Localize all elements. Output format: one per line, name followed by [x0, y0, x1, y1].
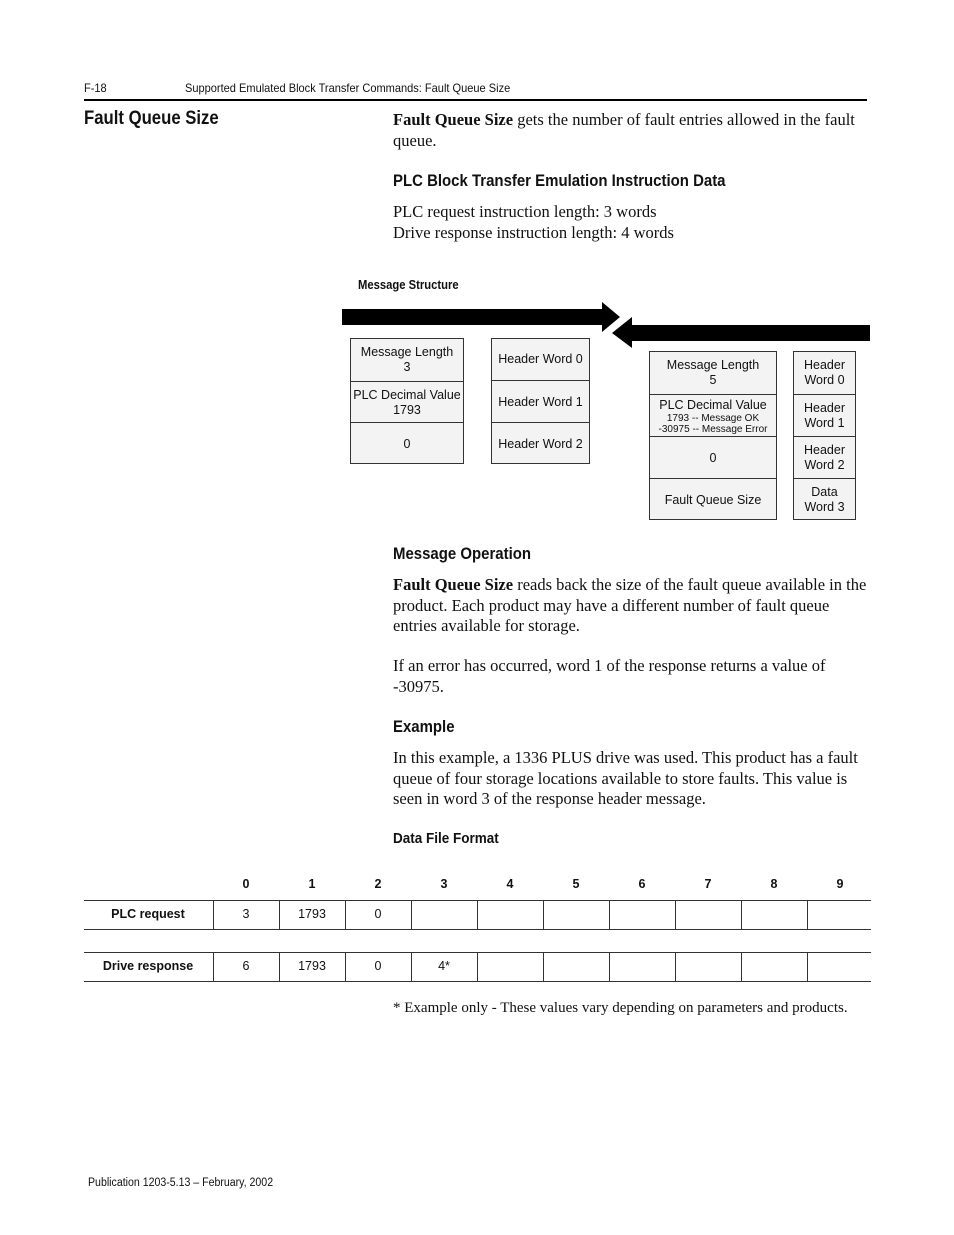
table-cell: 6	[242, 959, 250, 973]
response-arrow	[612, 317, 870, 348]
cell-divider	[543, 952, 544, 981]
column-header: 7	[704, 877, 712, 891]
cell-divider	[675, 900, 676, 929]
column-header: 2	[374, 877, 382, 891]
response-header-word: Header Word 2	[794, 436, 855, 479]
cell-divider	[741, 952, 742, 981]
column-header: 8	[770, 877, 778, 891]
footnote: * Example only - These values vary depending on parameters and products.	[393, 1000, 848, 1016]
request-plc-value-cell	[351, 381, 463, 424]
cell-divider	[345, 952, 346, 981]
column-header: 3	[440, 877, 448, 891]
request-length-text: Message Length 3	[360, 345, 454, 374]
table-cell: 1793	[298, 907, 326, 921]
request-zero-text: 0	[403, 436, 411, 451]
page-number: F-18	[84, 81, 107, 95]
table-rule	[84, 929, 871, 930]
request-header-word: Header Word 2	[492, 422, 589, 465]
request-message-box	[350, 338, 464, 464]
table-rule	[84, 900, 871, 901]
cell-divider	[411, 952, 412, 981]
request-length-cell	[351, 339, 463, 381]
table-cell: 4*	[438, 959, 450, 973]
intro-text: gets the number of fault entries allowed in the fault queue.	[393, 110, 855, 150]
request-plc-value-text: PLC Decimal Value 1793	[353, 388, 461, 417]
message-structure-label: Message Structure	[358, 278, 459, 292]
error-paragraph: If an error has occurred, word 1 of the response returns a value of -30975.	[393, 656, 826, 696]
publication-footer: Publication 1203-5.13 – February, 2002	[88, 1177, 274, 1189]
message-error-text: -30975 -- Message Error	[658, 423, 768, 435]
response-message-box	[649, 351, 777, 520]
message-operation-heading: Message Operation	[393, 544, 532, 563]
response-data-word: Data Word 3	[794, 478, 855, 521]
cell-divider	[741, 900, 742, 929]
cell-divider	[543, 900, 544, 929]
request-header-word: Header Word 0	[498, 352, 583, 366]
request-zero-cell	[351, 422, 463, 465]
request-arrow	[342, 302, 620, 332]
column-header: 5	[572, 877, 580, 891]
column-header: 1	[308, 877, 316, 891]
column-header: 6	[638, 877, 646, 891]
column-header: 4	[506, 877, 514, 891]
cell-divider	[609, 900, 610, 929]
row-label: Drive response	[102, 959, 194, 973]
cell-divider	[807, 900, 808, 929]
cell-divider	[807, 952, 808, 981]
table-cell: 0	[374, 907, 382, 921]
response-plc-value-cell: PLC Decimal Value 1793 -- Message OK -30975 -- Message Error	[650, 394, 776, 437]
response-fault-size-cell: Fault Queue Size	[650, 478, 776, 521]
cell-divider	[213, 952, 214, 981]
header-rule	[84, 99, 867, 101]
table-rule	[84, 981, 871, 982]
cell-divider	[279, 952, 280, 981]
example-heading: Example	[393, 717, 455, 736]
table-cell: 1793	[298, 959, 326, 973]
intro-paragraph	[393, 110, 869, 151]
cell-divider	[675, 952, 676, 981]
response-header-word: Header Word 1	[794, 394, 855, 437]
response-length-cell: Message Length 5	[666, 358, 760, 387]
cell-divider	[609, 952, 610, 981]
row-label: PLC request	[111, 907, 185, 921]
table-cell: 3	[242, 907, 250, 921]
running-title: Supported Emulated Block Transfer Commands: Fault Queue Size	[185, 81, 511, 95]
response-zero-cell: 0	[650, 436, 776, 479]
request-length-text: PLC request instruction length: 3 words	[393, 202, 657, 221]
table-cell: 0	[374, 959, 382, 973]
data-file-format-heading: Data File Format	[393, 830, 499, 847]
message-ok-text: 1793 -- Message OK	[666, 412, 760, 424]
cell-divider	[279, 900, 280, 929]
cell-divider	[411, 900, 412, 929]
cell-divider	[213, 900, 214, 929]
cell-divider	[345, 900, 346, 929]
response-header-word: Header Word 0	[804, 358, 845, 387]
response-length-text: Drive response instruction length: 4 words	[393, 223, 674, 242]
request-header-word: Header Word 1	[492, 380, 589, 423]
response-header-words	[793, 351, 856, 520]
cell-divider	[477, 900, 478, 929]
example-paragraph: In this example, a 1336 PLUS drive was used. This product has a fault queue of four storage locations available to store faults. This value is seen in word 3 of the response header message.	[393, 748, 858, 808]
operation-paragraph: Fault Queue Size reads back the size of the fault queue available in the product. Each product may have a different number of fault queue entries available for storage.	[393, 575, 867, 635]
column-header: 0	[242, 877, 250, 891]
section-title: Fault Queue Size	[84, 108, 219, 129]
table-rule	[84, 952, 871, 953]
request-header-words	[491, 338, 590, 464]
instruction-data-heading: PLC Block Transfer Emulation Instruction Data	[393, 171, 726, 190]
cell-divider	[477, 952, 478, 981]
column-header: 9	[836, 877, 844, 891]
intro-bold: Fault Queue Size	[393, 110, 514, 129]
